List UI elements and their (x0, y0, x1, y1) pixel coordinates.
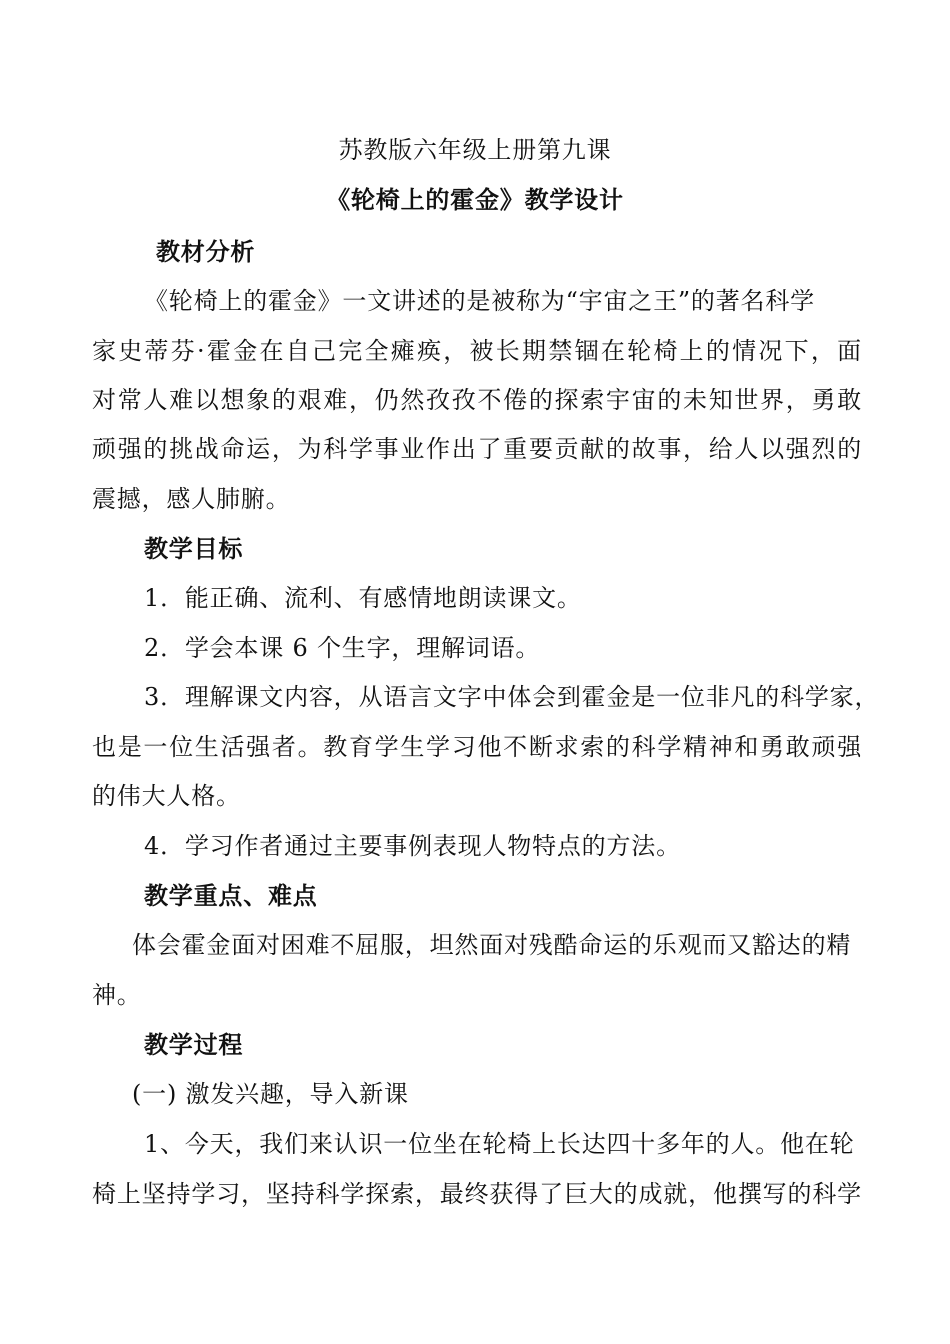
paragraph-line: 神。 (92, 981, 142, 1009)
goal-item: 2．学会本课 6 个生字，理解词语。 (144, 634, 541, 662)
goal-item: 也是一位生活强者。教育学生学习他不断求索的科学精神和勇敢顽强 (92, 733, 862, 761)
goal-item: 1．能正确、流利、有感情地朗读课文。 (144, 584, 582, 612)
document-subtitle: 苏教版六年级上册第九课 (338, 136, 612, 164)
paragraph-line: 家史蒂芬·霍金在自己完全瘫痪，被长期禁锢在轮椅上的情况下，面 (92, 337, 862, 365)
paragraph-line: 《轮椅上的霍金》一文讲述的是被称为“宇宙之王”的著名科学 (144, 287, 815, 315)
section-heading-focus: 教学重点、难点 (144, 881, 318, 910)
paragraph-line: 对常人难以想象的艰难，仍然孜孜不倦的探索宇宙的未知世界，勇敢 (92, 386, 862, 414)
goal-item: 3．理解课文内容，从语言文字中体会到霍金是一位非凡的科学家， (144, 683, 880, 711)
paragraph-line: 椅上坚持学习，坚持科学探索，最终获得了巨大的成就，他撰写的科学 (92, 1180, 862, 1208)
paragraph-line: 顽强的挑战命运，为科学事业作出了重要贡献的故事，给人以强烈的 (92, 435, 862, 463)
process-step-heading: (一) 激发兴趣，导入新课 (132, 1080, 409, 1108)
section-heading-analysis: 教材分析 (156, 237, 256, 266)
paragraph-line: 体会霍金面对困难不屈服，坦然面对残酷命运的乐观而又豁达的精 (132, 931, 852, 959)
paragraph-line: 1、今天，我们来认识一位坐在轮椅上长达四十多年的人。他在轮 (144, 1130, 855, 1158)
section-heading-goals: 教学目标 (144, 534, 244, 563)
document-title: 《轮椅上的霍金》教学设计 (326, 185, 624, 214)
section-heading-process: 教学过程 (144, 1030, 244, 1059)
goal-item: 4．学习作者通过主要事例表现人物特点的方法。 (144, 832, 681, 860)
paragraph-line: 震撼，感人肺腑。 (92, 485, 291, 513)
goal-item: 的伟大人格。 (92, 782, 241, 810)
